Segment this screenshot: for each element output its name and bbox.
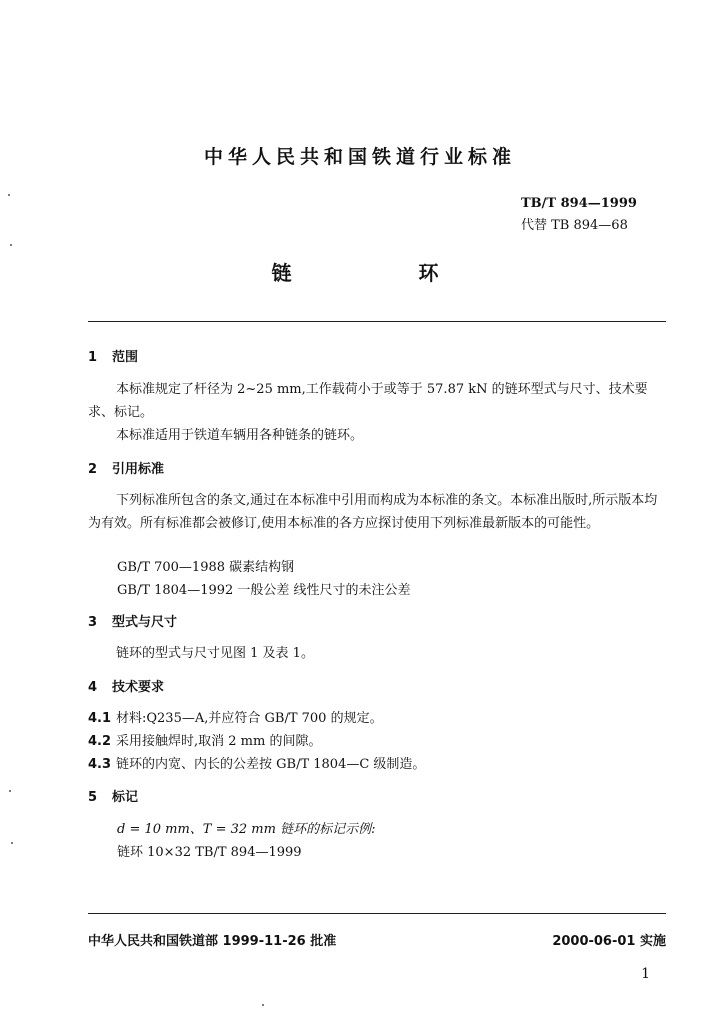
requirement-item: [88, 730, 321, 753]
scan-speck: [10, 244, 12, 246]
replaces-note: 代替 TB 894—68: [521, 218, 628, 233]
section-title: 型式与尺寸: [112, 615, 178, 630]
footer-divider: [88, 913, 666, 914]
section-number: 5: [88, 790, 98, 805]
page-number: 1: [641, 966, 650, 982]
section-number: 2: [88, 462, 98, 477]
item-number: 4.1: [88, 711, 112, 726]
section-heading-marking: [88, 786, 138, 805]
header-divider: [88, 321, 666, 322]
paragraph: 本标准规定了杆径为 2~25 mm,工作载荷小于或等于 57.87 kN 的链环型式与尺寸、技术要求、标记。: [88, 382, 648, 420]
requirement-item: [88, 707, 383, 730]
section-heading-types-dimensions: [88, 611, 177, 630]
approval-note: 中华人民共和国铁道部 1999-11-26 批准: [88, 934, 337, 949]
requirement-item: [88, 753, 425, 776]
section-heading-technical-requirements: [88, 676, 164, 695]
reference-item: GB/T 700—1988 碳素结构钢: [117, 560, 295, 575]
item-number: 4.2: [88, 734, 112, 749]
item-number: 4.3: [88, 757, 112, 772]
scan-speck: [262, 1004, 264, 1006]
item-text: 材料:Q235—A,并应符合 GB/T 700 的规定。: [116, 711, 383, 726]
scan-speck: [8, 194, 10, 196]
implementation-date: 2000-06-01 实施: [552, 934, 666, 949]
section-title: 引用标准: [112, 462, 165, 477]
paragraph: 下列标准所包含的条文,通过在本标准中引用而构成为本标准的条文。本标准出版时,所示版本均为有效。所有标准都会被修订,使用本标准的各方应探讨使用下列标准最新版本的可能性。: [88, 493, 658, 531]
reference-item: GB/T 1804—1992 一般公差 线性尺寸的未注公差: [117, 583, 411, 598]
section-heading-scope: [88, 346, 138, 365]
marking-example-line: 链环 10×32 TB/T 894—1999: [117, 845, 302, 860]
section-heading-normative-references: [88, 458, 164, 477]
paragraph: 本标准适用于铁道车辆用各种链条的链环。: [116, 428, 364, 443]
scan-speck: [9, 790, 11, 792]
section-title: 标记: [112, 790, 139, 805]
industry-standard-heading: 中华人民共和国铁道行业标准: [203, 146, 516, 168]
scan-speck: [11, 842, 13, 844]
item-text: 采用接触焊时,取消 2 mm 的间隙。: [116, 734, 322, 749]
standard-code-block: [521, 193, 637, 237]
marking-example-line: d = 10 mm、T = 32 mm 链环的标记示例:: [117, 822, 376, 837]
section-number: 1: [88, 350, 98, 365]
section-title: 范围: [112, 350, 139, 365]
document-title: 链 环: [271, 261, 499, 285]
standard-code: TB/T 894—1999: [521, 196, 637, 211]
section-number: 4: [88, 680, 98, 695]
section-number: 3: [88, 615, 98, 630]
section-title: 技术要求: [112, 680, 165, 695]
paragraph: 链环的型式与尺寸见图 1 及表 1。: [116, 646, 314, 661]
item-text: 链环的内宽、内长的公差按 GB/T 1804—C 级制造。: [116, 757, 426, 772]
